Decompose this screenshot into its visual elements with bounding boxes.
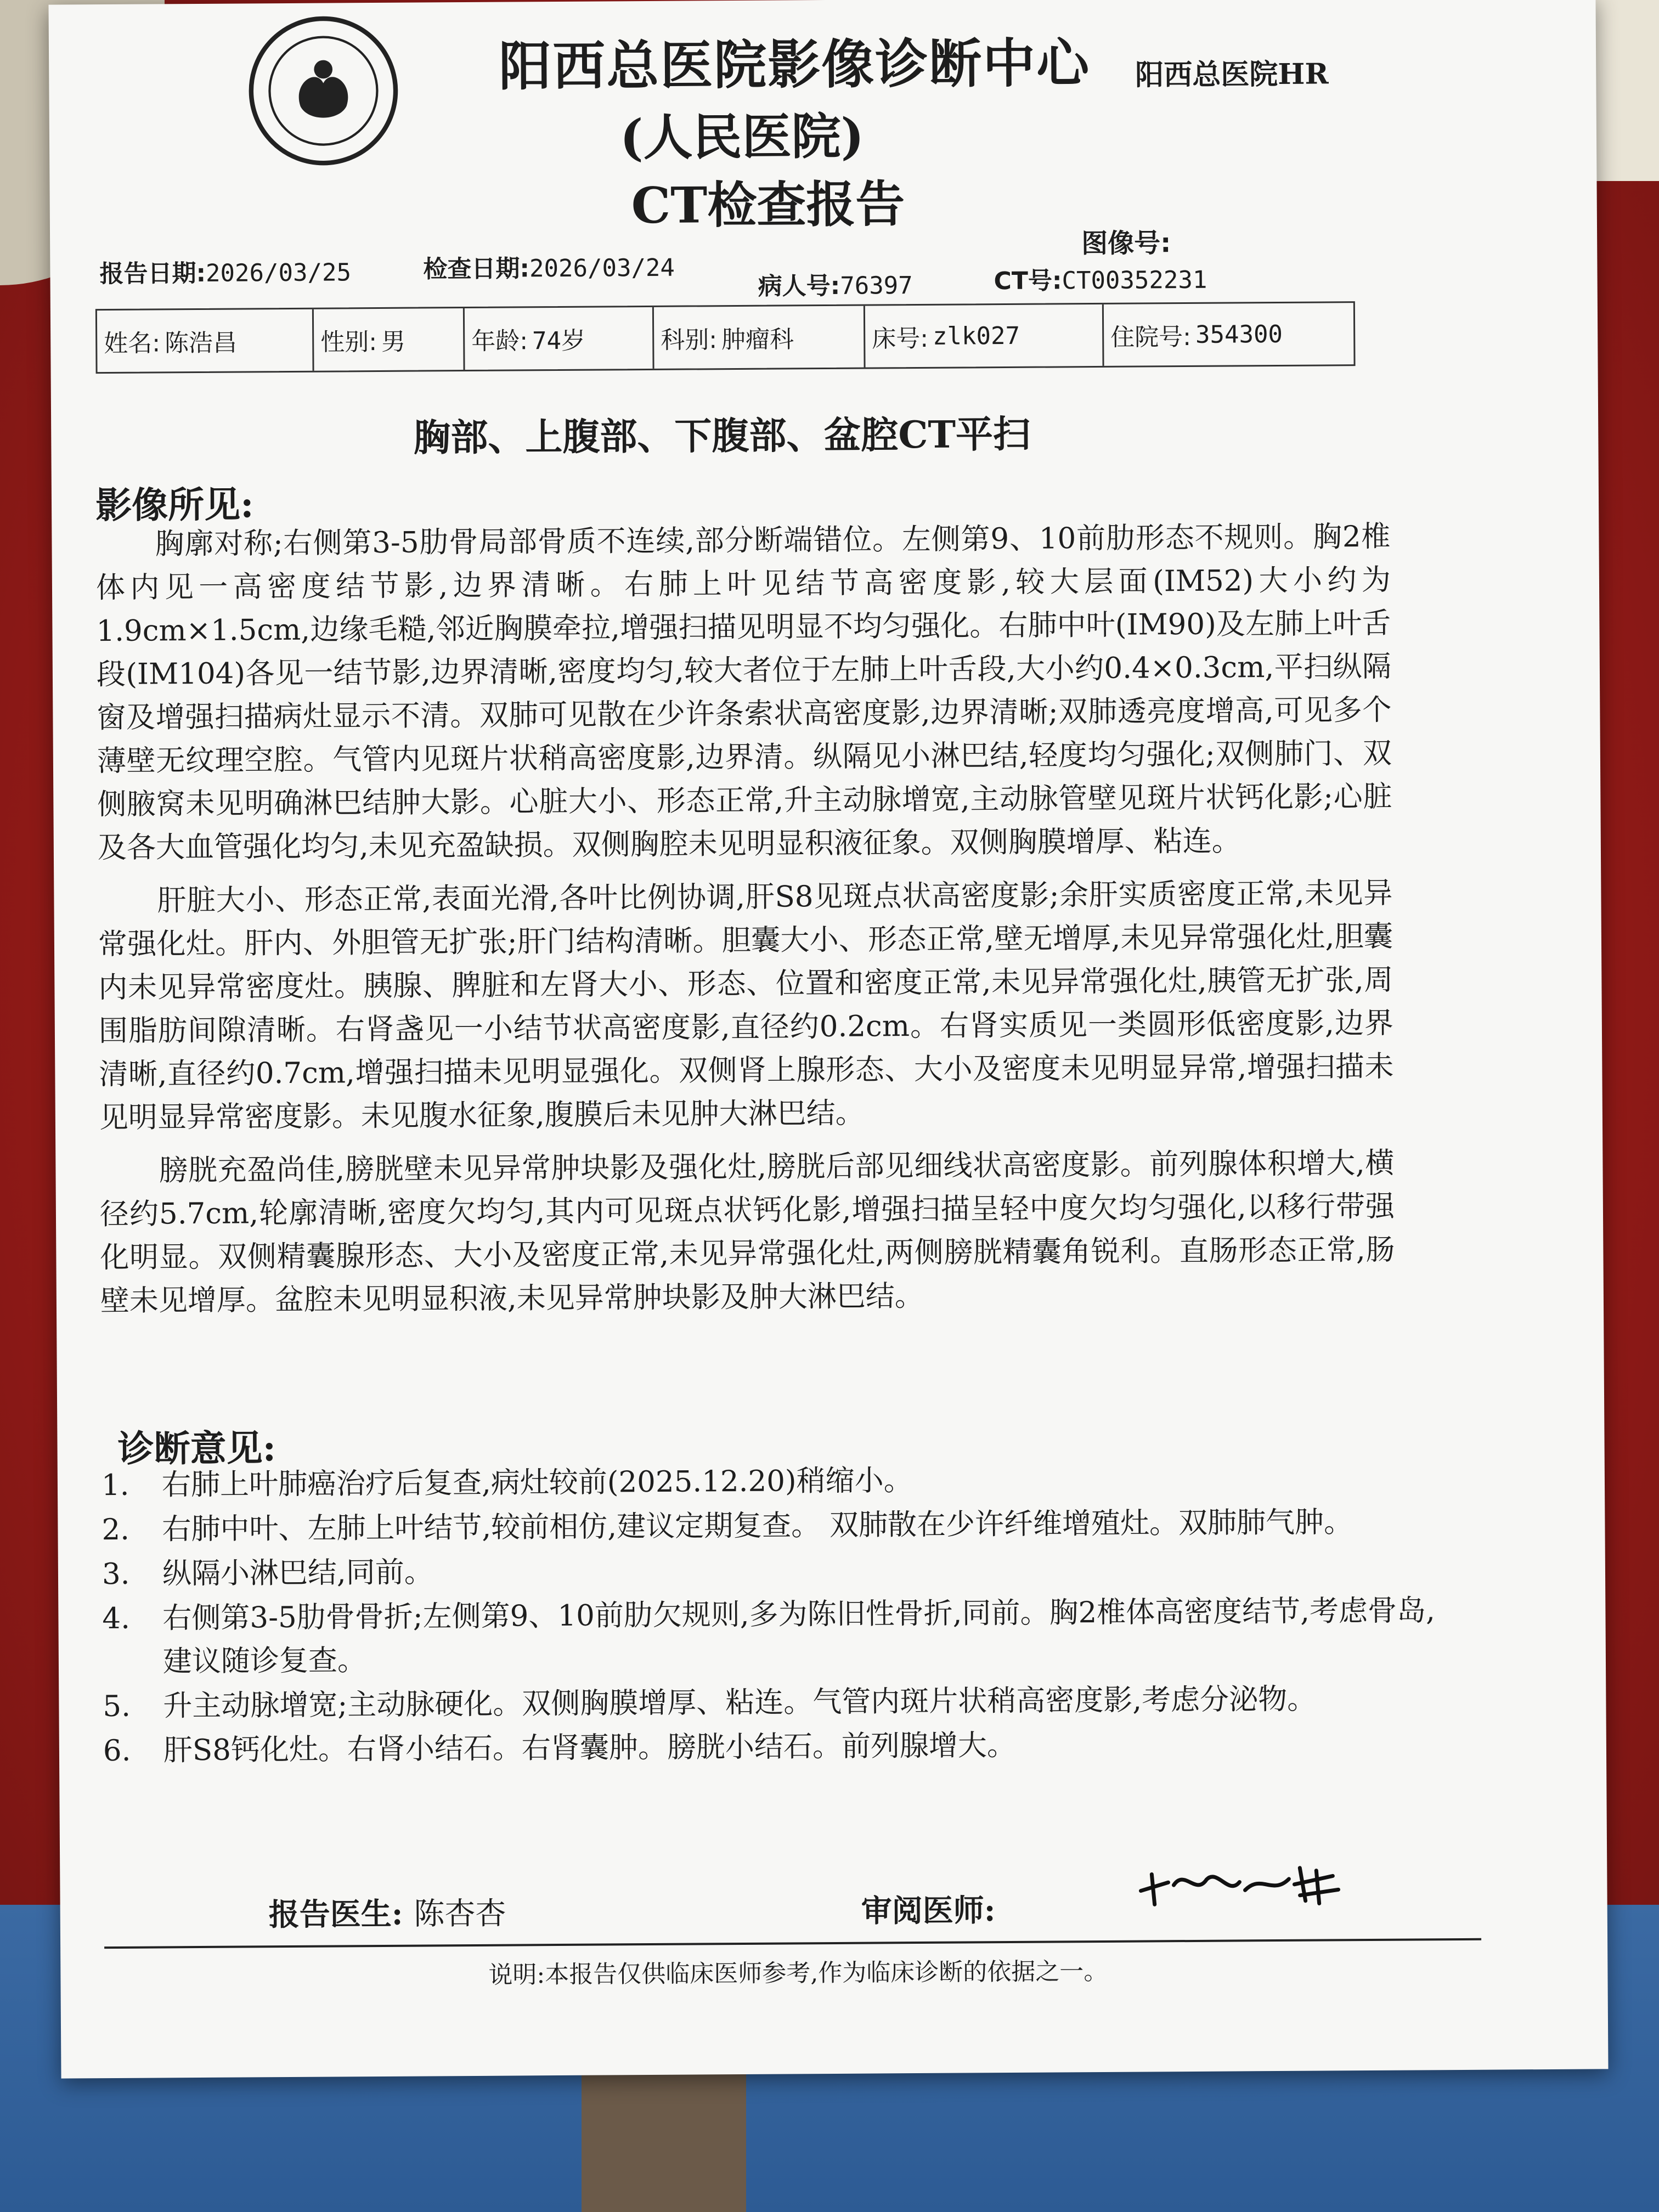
diagnosis-heading: 诊断意见: <box>117 1426 276 1470</box>
patient-name-cell <box>97 309 314 372</box>
diagnosis-item-number: 3. <box>101 1557 130 1592</box>
diagnosis-item-number: 4. <box>102 1601 131 1636</box>
exam-date <box>423 248 675 285</box>
patient-sex-value: 男 <box>381 328 406 356</box>
patient-bed-cell <box>865 304 1104 368</box>
patient-age-cell <box>465 307 654 370</box>
reporter <box>268 1889 506 1935</box>
diagnosis-item-text: 右侧第3-5肋骨骨折;左侧第9、10前肋欠规则,多为陈旧性骨折,同前。胸2椎体高密度结节,考虑骨岛,建议随诊复查。 <box>162 1594 1436 1679</box>
hospital-subtitle: (人民医院) <box>619 107 865 167</box>
hospital-logo-icon <box>246 14 401 168</box>
report-date <box>99 252 351 289</box>
reviewer <box>861 1886 995 1931</box>
patient-no <box>758 266 912 302</box>
patient-name-label: 姓名: <box>104 329 161 358</box>
findings-paragraph-pelvis: 膀胱充盈尚佳,膀胱壁未见异常肿块影及强化灶,膀胱后部见细线状高密度影。前列腺体积增大,横径约5.7cm,轮廓清晰,密度欠均匀,其内可见斑点状钙化影,增强扫描呈轻中度欠均匀强化,以移行带强化明显。双侧精囊腺形态、大小及密度正常,未见异常强化灶,两侧膀胱精囊角锐利。直肠形态正常,肠壁未见增厚。盆腔未见明显积液,未见异常肿块影及肿大淋巴结。 <box>99 1146 1395 1318</box>
hospital-hr-tag: 阳西总医院HR <box>1135 57 1329 92</box>
patient-admission-label: 住院号: <box>1110 323 1192 352</box>
report-date-label: 报告日期: <box>99 259 206 289</box>
footer-divider <box>104 1938 1481 1949</box>
patient-bed-label: 床号: <box>872 324 929 353</box>
diagnosis-item-text: 右肺上叶肺癌治疗后复查,病灶较前(2025.12.20)稍缩小。 <box>161 1464 913 1502</box>
diagnosis-item-text: 肝S8钙化灶。右肾小结石。右肾囊肿。膀胱小结石。前列腺增大。 <box>163 1728 1017 1768</box>
patient-age-label: 年龄: <box>471 327 528 356</box>
exam-date-value: 2026/03/24 <box>529 253 675 283</box>
image-no-label: 图像号: <box>1081 228 1171 259</box>
diagnosis-item <box>101 1455 1457 1507</box>
patient-name-value: 陈浩昌 <box>164 329 238 358</box>
report-paper <box>48 0 1608 2079</box>
patient-sex-label: 性别: <box>320 328 377 357</box>
diagnosis-item <box>101 1500 1457 1551</box>
exam-date-label: 检查日期: <box>423 255 530 284</box>
handwritten-signature <box>1135 1851 1366 1913</box>
diagnosis-item-text: 纵隔小淋巴结,同前。 <box>162 1555 433 1591</box>
findings-paragraph-abdomen: 肝脏大小、形态正常,表面光滑,各叶比例协调,肝S8见斑点状高密度影;余肝实质密度正常,未见异常强化灶。肝内、外胆管无扩张;肝门结构清晰。胆囊大小、形态正常,壁无增厚,未见异常强化灶,胆囊内未见异常密度灶。胰腺、脾脏和左肾大小、形态、位置和密度正常,未见异常强化灶,胰管无扩张,周围脂肪间隙清晰。右肾盏见一小结节状高密度影,直径约0.2cm。右肾实质见一类圆形低密度影,边界清晰,直径约0.7cm,增强扫描未见明显强化。双侧肾上腺形态、大小及密度未见明显异常,增强扫描未见明显异常密度影。未见腹水征象,腹膜后未见肿大淋巴结。 <box>98 876 1394 1135</box>
ct-no-value: CT00352231 <box>1062 266 1207 295</box>
diagnosis-item <box>103 1677 1458 1728</box>
patient-bed-value: zlk027 <box>932 321 1020 351</box>
diagnosis-item-text: 右肺中叶、左肺上叶结节,较前相仿,建议定期复查。 双肺散在少许纤维增殖灶。双肺肺气肿。 <box>162 1505 1353 1547</box>
patient-dept-label: 科别: <box>661 326 718 354</box>
reviewer-label: 审阅医师: <box>861 1892 996 1929</box>
report-date-value: 2026/03/25 <box>205 258 352 287</box>
findings-body <box>95 515 1395 1333</box>
reporter-name: 陈杏杏 <box>414 1895 506 1932</box>
diagnosis-item <box>102 1544 1457 1596</box>
patient-age-value: 74岁 <box>532 326 586 356</box>
diagnosis-item <box>102 1589 1458 1684</box>
ct-no <box>994 260 1207 296</box>
diagnosis-item <box>103 1721 1458 1773</box>
patient-info-table <box>95 301 1356 374</box>
patient-sex-cell <box>314 308 465 371</box>
diagnosis-item-text: 升主动脉增宽;主动脉硬化。双侧胸膜增厚、粘连。气管内斑片状稍高密度影,考虑分泌物。 <box>163 1682 1317 1723</box>
findings-paragraph-chest: 胸廓对称;右侧第3-5肋骨局部骨质不连续,部分断端错位。左侧第9、10前肋形态不规则。胸2椎体内见一高密度结节影,边界清晰。右肺上叶见结节高密度影,较大层面(IM52)大小约为1.9cm×1.5cm,边缘毛糙,邻近胸膜牵拉,增强扫描见明显不均匀强化。右肺中叶(IM90)及左肺上叶舌段(IM104)各见一结节影,边界清晰,密度均匀,较大者位于左肺上叶舌段,大小约0.4×0.3cm,平扫纵隔窗及增强扫描病灶显示不清。双肺可见散在少许条索状高密度影,边界清晰;双肺透亮度增高,可见多个薄壁无纹理空腔。气管内见斑片状稍高密度影,边界清。纵隔见小淋巴结,轻度均匀强化;双侧肺门、双侧腋窝未见明确淋巴结肿大影。心脏大小、形态正常,升主动脉增宽,主动脉管壁见斑片状钙化影;心脏及各大血管强化均匀,未见充盈缺损。双侧胸腔未见明显积液征象。双侧胸膜增厚、粘连。 <box>95 520 1392 865</box>
report-type-title: CT检查报告 <box>631 175 905 235</box>
findings-heading: 影像所见: <box>95 483 254 527</box>
patient-no-value: 76397 <box>840 272 913 300</box>
hospital-title: 阳西总医院影像诊断中心 <box>498 32 1091 98</box>
patient-no-label: 病人号: <box>758 272 840 301</box>
diagnosis-item-number: 1. <box>101 1468 129 1503</box>
exam-title: 胸部、上腹部、下腹部、盆腔CT平扫 <box>413 412 1031 460</box>
patient-dept-value: 肿瘤科 <box>721 325 794 354</box>
diagnosis-item-number: 2. <box>101 1513 130 1547</box>
diagnosis-list <box>101 1455 1458 1774</box>
disclaimer-note: 说明:本报告仅供临床医师参考,作为临床诊断的依据之一。 <box>488 1957 1108 1989</box>
patient-admission-value: 354300 <box>1195 320 1283 349</box>
ct-no-label: CT号: <box>994 267 1062 296</box>
patient-dept-cell <box>654 306 866 369</box>
diagnosis-item-number: 5. <box>103 1689 131 1724</box>
reporter-label: 报告医生: <box>268 1895 403 1933</box>
diagnosis-item-number: 6. <box>103 1734 131 1768</box>
patient-admission-cell <box>1104 303 1354 366</box>
